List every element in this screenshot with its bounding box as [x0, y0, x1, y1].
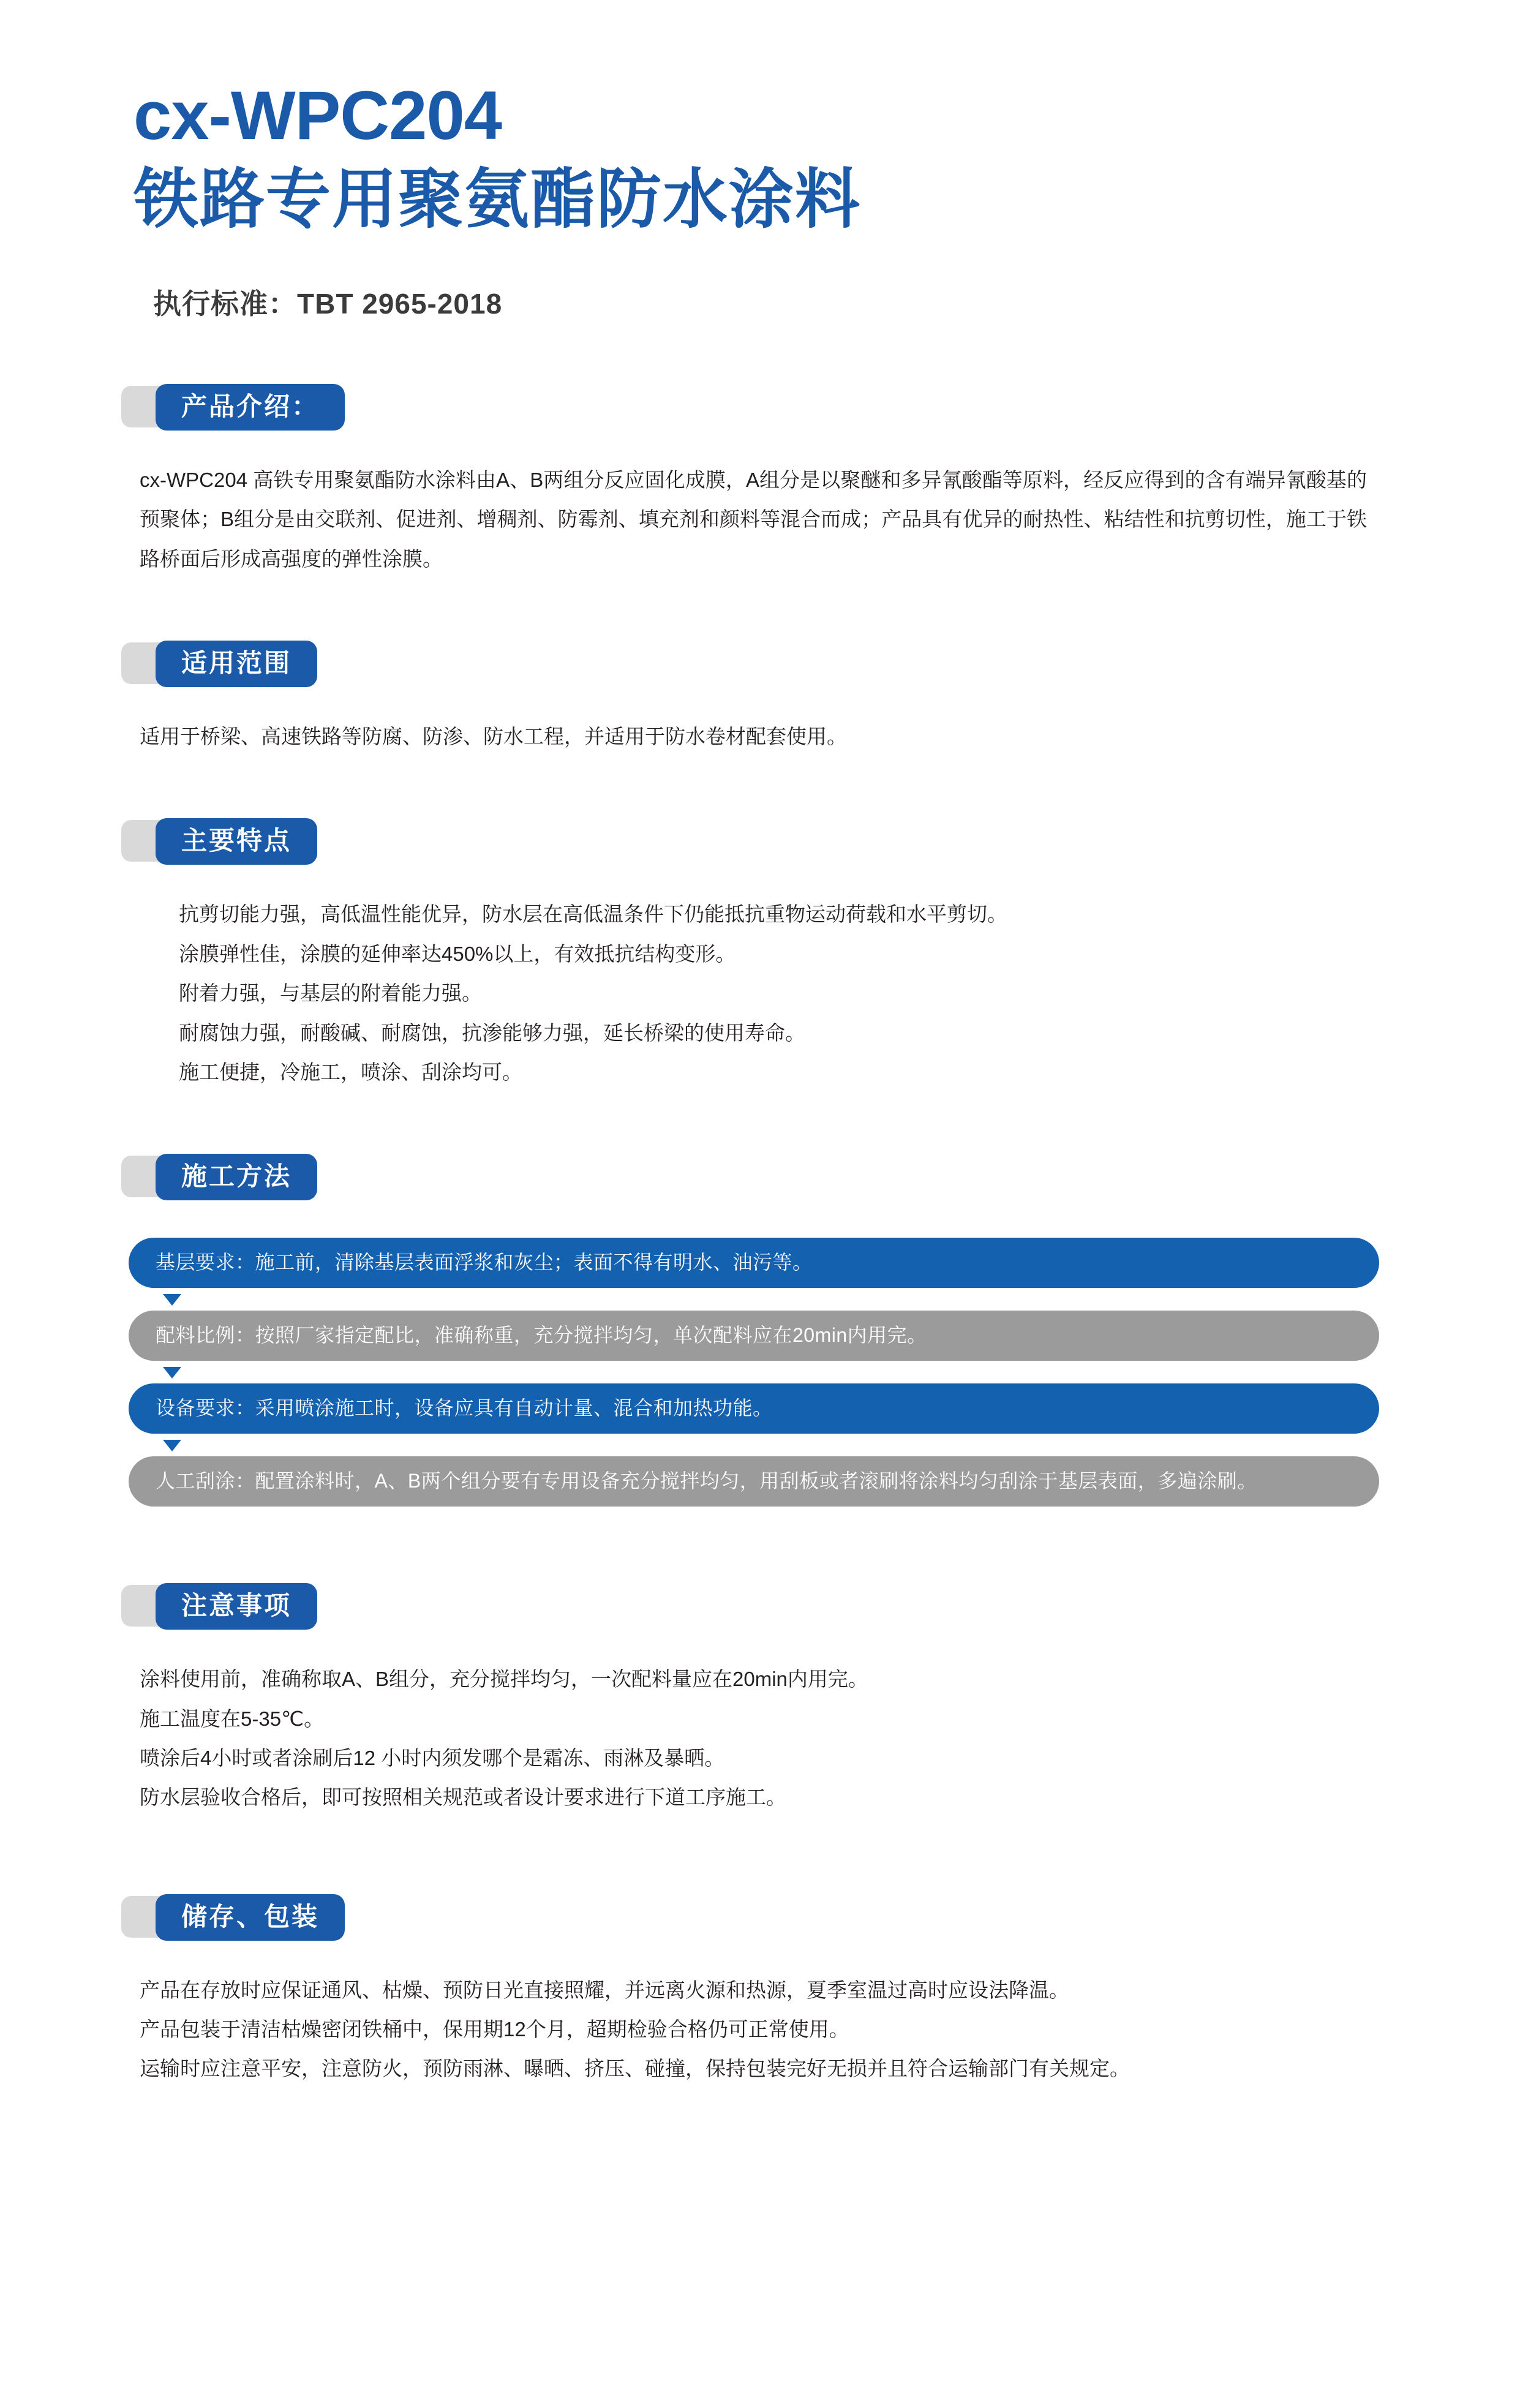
- precautions-list: [0, 1660, 1520, 1817]
- flow-step-base-requirement: 基层要求：施工前，清除基层表面浮浆和灰尘；表面不得有明水、油污等。: [129, 1238, 1379, 1288]
- section-title-application-scope: 适用范围: [156, 641, 317, 687]
- section-storage-packaging: [0, 1891, 1520, 2089]
- flow-step: [129, 1311, 1379, 1361]
- product-code-title: cx-WPC204: [134, 77, 502, 154]
- section-main-features: [0, 815, 1520, 1092]
- storage-line: 产品在存放时应保证通风、枯燥、预防日光直接照耀，并远离火源和热源，夏季室温过高时应设法降温。: [140, 1978, 1069, 2001]
- feature-line: 抗剪切能力强，高低温性能优异，防水层在高低温条件下仍能抵抗重物运动荷载和水平剪切。: [179, 903, 1007, 926]
- precaution-line: 涂料使用前，准确称取A、B组分，充分搅拌均匀，一次配料量应在20min内用完。: [140, 1668, 868, 1691]
- section-title-construction-method: 施工方法: [156, 1154, 317, 1200]
- feature-line: 施工便捷，冷施工，喷涂、刮涂均可。: [179, 1060, 522, 1083]
- precaution-line: 施工温度在5-35℃。: [140, 1707, 325, 1730]
- flow-arrow-icon: [163, 1440, 181, 1451]
- section-title-product-intro: 产品介绍：: [156, 384, 345, 431]
- precaution-line: 防水层验收合格后，即可按照相关规范或者设计要求进行下道工序施工。: [140, 1786, 786, 1809]
- document-header: [0, 0, 1520, 322]
- section-product-intro: [0, 381, 1520, 579]
- section-title-precautions: 注意事项: [156, 1583, 317, 1630]
- flow-step: [129, 1383, 1379, 1434]
- application-scope-paragraph: 适用于桥梁、高速铁路等防腐、防渗、防水工程，并适用于防水卷材配套使用。: [140, 725, 847, 748]
- flow-step-mix-ratio: 配料比例：按照厂家指定配比，准确称重，充分搅拌均匀，单次配料应在20min内用完。: [129, 1311, 1379, 1361]
- product-intro-paragraph: cx-WPC204 高铁专用聚氨酯防水涂料由A、B两组分反应固化成膜，A组分是以聚醚和多异氰酸酯等原料，经反应得到的含有端异氰酸基的预聚体；B组分是由交联剂、促进剂、增稠剂、防霉剂、填充剂和颜料等混合而成；产品具有优异的耐热性、粘结性和抗剪切性，施工于铁路桥面后形成高强度的弹性涂膜。: [140, 468, 1367, 570]
- precaution-line: 喷涂后4小时或者涂刷后12 小时内须发哪个是霜冻、雨淋及暴晒。: [140, 1746, 725, 1769]
- flow-arrow-icon: [163, 1294, 181, 1306]
- section-heading: [121, 815, 1520, 868]
- feature-line: 附着力强，与基层的附着能力强。: [179, 982, 482, 1005]
- product-name-title: 铁路专用聚氨酯防水涂料: [134, 163, 861, 236]
- construction-flow: [0, 1238, 1520, 1507]
- flow-step: [129, 1456, 1379, 1507]
- section-heading: [121, 1151, 1520, 1203]
- section-heading: [121, 638, 1520, 690]
- section-heading: [121, 381, 1520, 434]
- storage-line: 产品包装于清洁枯燥密闭铁桶中，保用期12个月，超期检验合格仍可正常使用。: [140, 2017, 849, 2041]
- main-features-list: [0, 895, 1520, 1092]
- standard-line: 执行标准：TBT 2965-2018: [153, 288, 503, 320]
- feature-line: 耐腐蚀力强，耐酸碱、耐腐蚀，抗渗能够力强，延长桥梁的使用寿命。: [179, 1021, 805, 1044]
- feature-line: 涂膜弹性佳，涂膜的延伸率达450%以上，有效抵抗结构变形。: [179, 942, 736, 965]
- section-precautions: [0, 1580, 1520, 1817]
- flow-step: [129, 1238, 1379, 1288]
- section-heading: [121, 1580, 1520, 1633]
- flow-step-equipment-requirement: 设备要求：采用喷涂施工时，设备应具有自动计量、混合和加热功能。: [129, 1383, 1379, 1434]
- section-title-main-features: 主要特点: [156, 818, 317, 865]
- section-application-scope: [0, 638, 1520, 756]
- flow-step-manual-scraping: 人工刮涂：配置涂料时，A、B两个组分要有专用设备充分搅拌均匀，用刮板或者滚刷将涂料均匀刮涂于基层表面，多遍涂刷。: [129, 1456, 1379, 1507]
- flow-arrow-icon: [163, 1367, 181, 1379]
- section-heading: [121, 1891, 1520, 1944]
- section-construction-method: [0, 1151, 1520, 1507]
- storage-line: 运输时应注意平安，注意防火，预防雨淋、曝晒、挤压、碰撞，保持包装完好无损并且符合运输部门有关规定。: [140, 2057, 1130, 2080]
- storage-packaging-list: [0, 1971, 1520, 2089]
- section-title-storage-packaging: 储存、包装: [156, 1894, 345, 1941]
